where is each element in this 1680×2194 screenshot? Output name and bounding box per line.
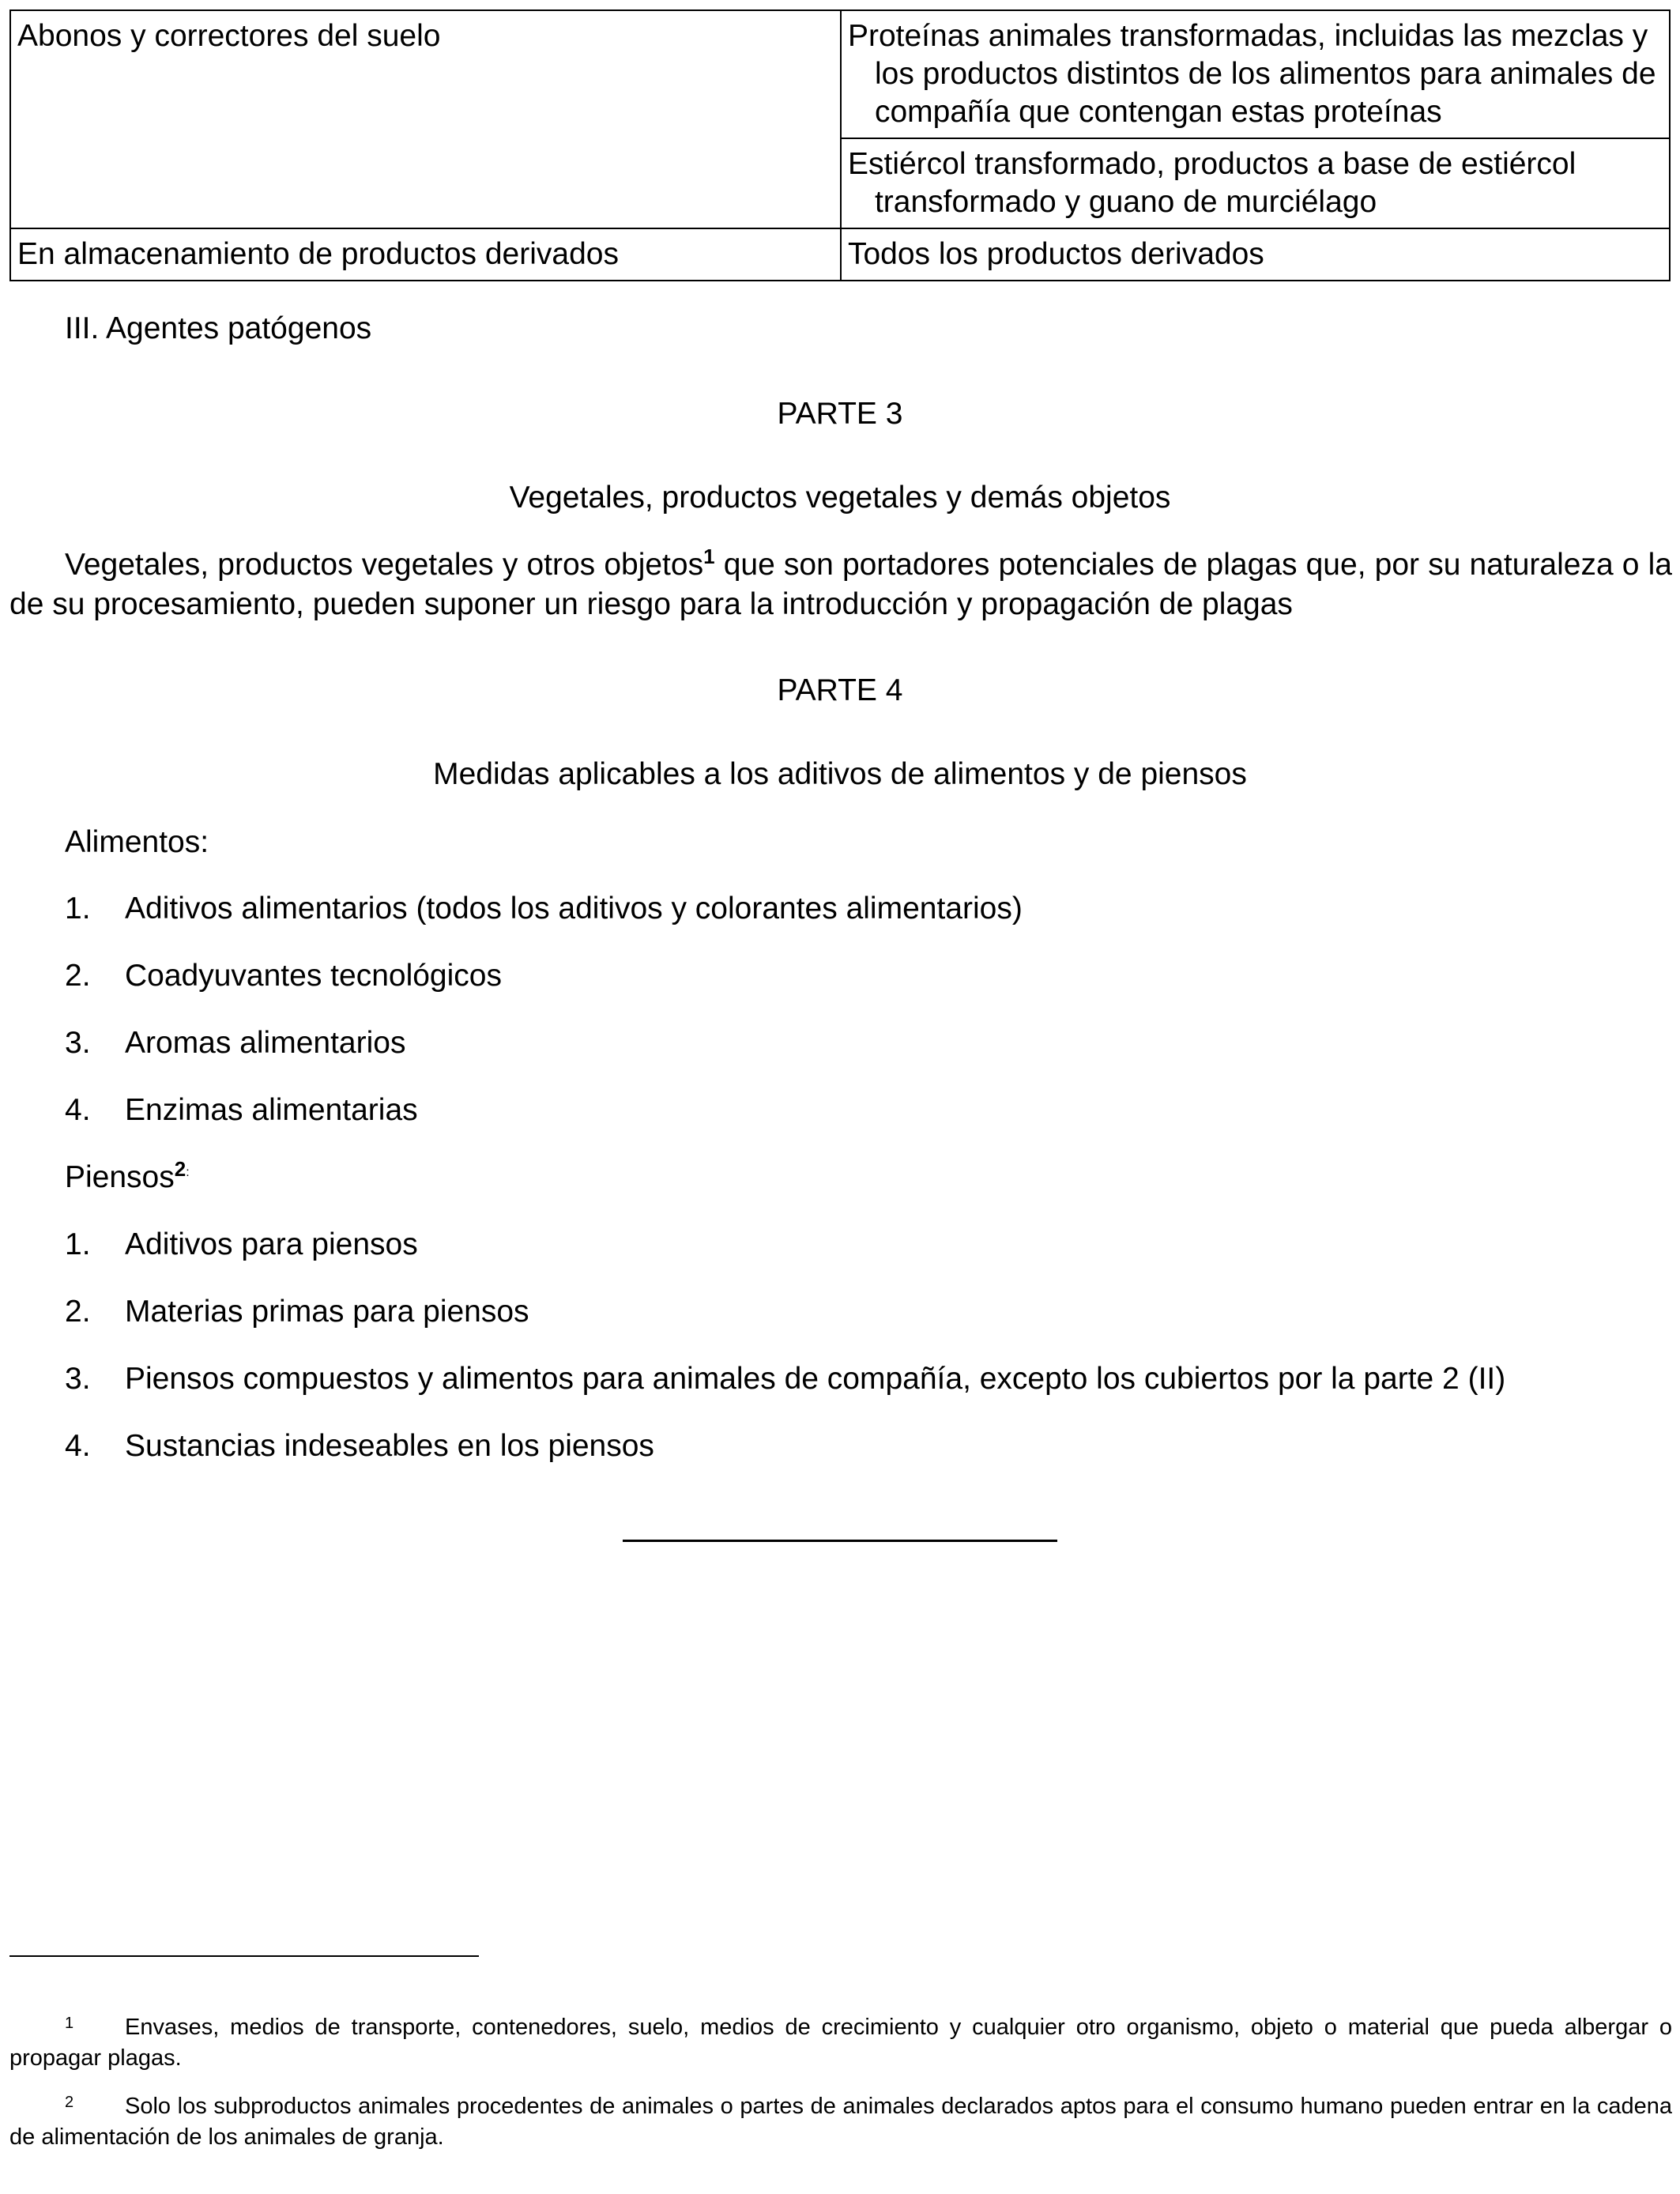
footnote: 1 Envases, medios de transporte, contenedores, suelo, medios de crecimiento y cualquier otro organismo, objeto o material que pueda albergar o propagar plagas. [9, 2015, 1672, 2071]
list-item [65, 1293, 529, 1331]
products-table [9, 9, 1671, 281]
footnote-separator [9, 1955, 479, 1957]
list-number: 3. [65, 1362, 91, 1396]
piensos-label [65, 1159, 190, 1197]
list-item [65, 1091, 418, 1129]
footnote: 2 Solo los subproductos animales procedentes de animales o partes de animales declarados aptos para el consumo humano pueden entrar en la cadena de alimentación de los animales de granja. [9, 2094, 1672, 2150]
footnote-ref: 1 [703, 545, 715, 568]
section-end-rule [623, 1540, 1057, 1542]
parte4-title: Medidas aplicables a los aditivos de alimentos y de piensos [433, 757, 1247, 791]
table-cell-text: Todos los productos derivados [847, 237, 1264, 271]
list-number: 1. [65, 892, 91, 925]
list-item [65, 890, 1023, 928]
parte4-heading: PARTE 4 [777, 673, 903, 707]
list-item [65, 957, 502, 995]
table-cell-text: Estiércol transformado, productos a base de estiércol transformado y guano de murciélago [847, 147, 1576, 219]
parte3-heading: PARTE 3 [777, 397, 903, 431]
list-number: 3. [65, 1026, 91, 1060]
list-number: 1. [65, 1227, 91, 1261]
table-row [10, 228, 1670, 281]
piensos-label-text: Piensos [65, 1160, 175, 1194]
table-cell [841, 10, 1670, 138]
list-item [65, 1360, 1505, 1398]
footnote-ref: 2 [174, 1157, 186, 1181]
table-cell-text: Proteínas animales transformadas, incluidas las mezclas y los productos distintos de los alimentos para animales de compañía que contengan estas proteínas [847, 19, 1656, 129]
section-heading-iii: III. Agentes patógenos [65, 311, 372, 345]
table-cell: En almacenamiento de productos derivados [10, 228, 841, 281]
list-number: 2. [65, 1295, 91, 1329]
list-text: Enzimas alimentarias [125, 1093, 418, 1127]
list-text: Aditivos alimentarios (todos los aditivos y colorantes alimentarios) [125, 892, 1023, 925]
list-item [65, 1427, 654, 1465]
parte3-paragraph [9, 545, 1672, 624]
footnote-text: Solo los subproductos animales procedentes de animales o partes de animales declarados aptos para el consumo humano pueden entrar en la cadena de alimentación de los animales de granja. [9, 2094, 1672, 2150]
list-text: Sustancias indeseables en los piensos [125, 1429, 654, 1463]
list-text: Aromas alimentarios [125, 1026, 406, 1060]
paragraph-text: que son portadores potenciales de plagas que, por su naturaleza o la de su procesamiento, pueden suponer un riesgo para la introducción y propagación de plagas [9, 548, 1673, 621]
alimentos-label: Alimentos: [65, 825, 209, 859]
paragraph-text: Vegetales, productos vegetales y otros objetos [65, 548, 704, 582]
footnote-text: Envases, medios de transporte, contenedores, suelo, medios de crecimiento y cualquier otro organismo, objeto o material que pueda albergar o propagar plagas. [9, 2015, 1672, 2071]
footnote-ref-suffix: : [186, 1166, 190, 1179]
table-row [10, 10, 1670, 138]
list-text: Aditivos para piensos [125, 1227, 418, 1261]
table-cell [841, 228, 1670, 281]
list-number: 2. [65, 959, 91, 993]
table-cell [841, 138, 1670, 228]
list-number: 4. [65, 1429, 91, 1463]
table-cell: Abonos y correctores del suelo [10, 10, 841, 228]
list-item [65, 1226, 418, 1264]
list-item [65, 1024, 405, 1062]
parte3-title: Vegetales, productos vegetales y demás objetos [509, 481, 1171, 515]
list-text: Materias primas para piensos [125, 1295, 529, 1329]
list-text: Piensos compuestos y alimentos para animales de compañía, excepto los cubiertos por la parte 2 (II) [125, 1362, 1506, 1396]
list-text: Coadyuvantes tecnológicos [125, 959, 502, 993]
list-number: 4. [65, 1093, 91, 1127]
